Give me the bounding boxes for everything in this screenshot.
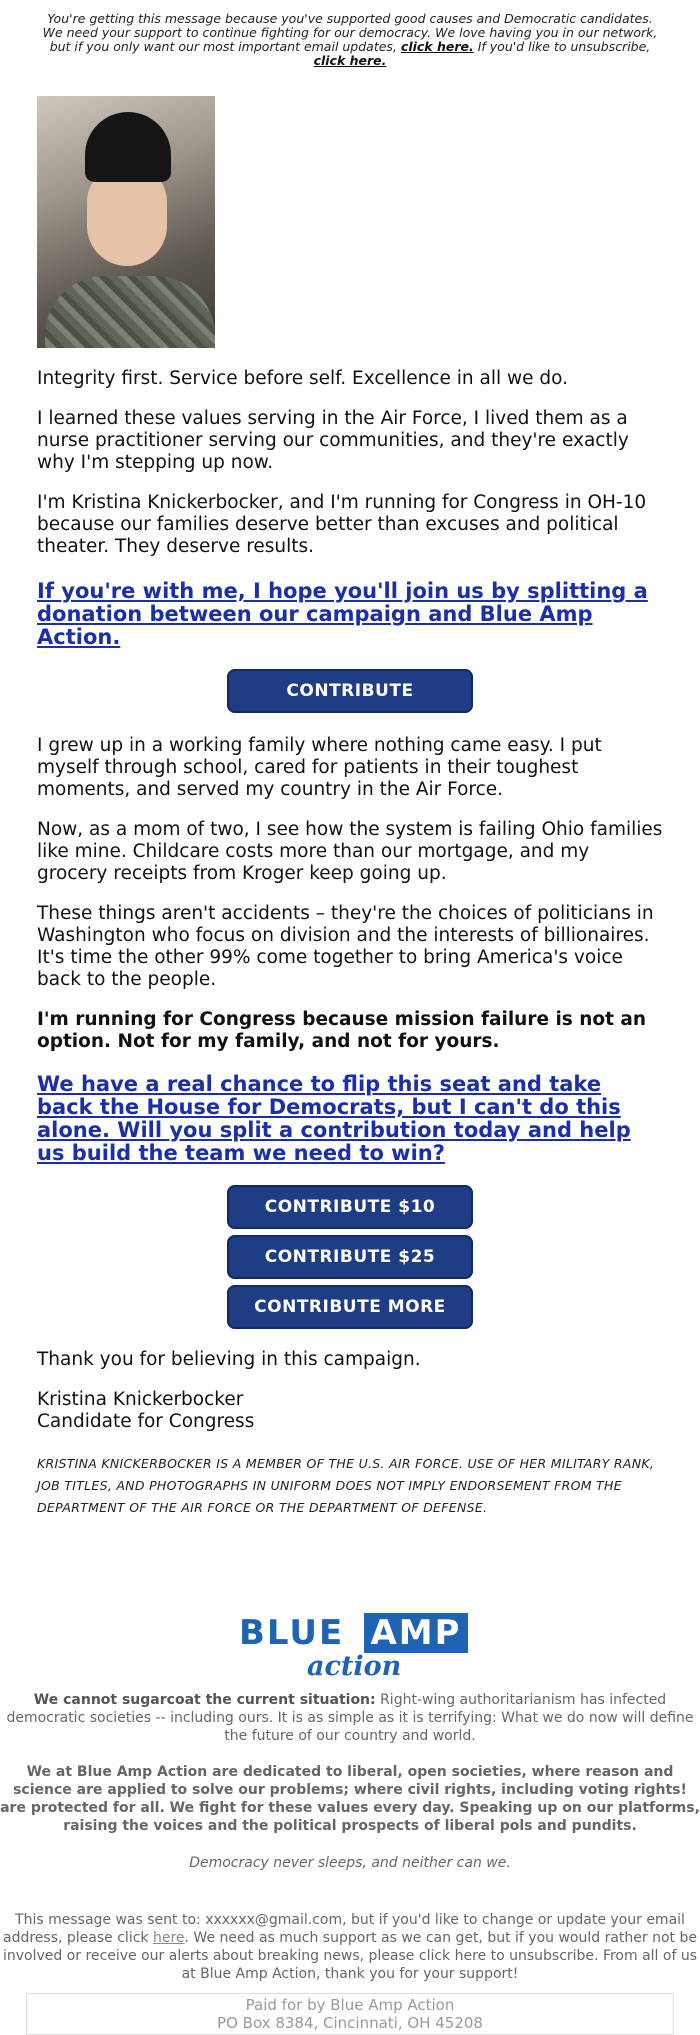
donation-link-1[interactable]: If you're with me, I hope you'll join us by splitting a donation between our campaign and Blue Amp Action. bbox=[37, 579, 648, 649]
military-disclaimer: KRISTINA KNICKERBOCKER IS A MEMBER OF THE U.S. AIR FORCE. USE OF HER MILITARY RANK, JOB TITLES, AND PHOTOGRAPHS IN UNIFORM DOES NOT IMPLY ENDORSEMENT FROM THE DEPARTMENT OF THE AIR FORCE OR THE DEPARTMENT OF DEFENSE. bbox=[37, 1456, 655, 1515]
preheader bbox=[40, 12, 660, 68]
donation-link-2[interactable]: We have a real chance to flip this seat and take back the House for Democrats, but I can't do this alone. Will you split a contribution today and help us build the team we need to win? bbox=[37, 1072, 631, 1165]
footer-sent-text-b: . We need as much support as we can get, but if you would rather not be involved or receive our alerts about breaking news, please click here to unsubscribe. From all of us at Blue Amp Action, thank you for your support! bbox=[3, 1930, 697, 1982]
footer bbox=[0, 1613, 700, 2035]
update-email-link[interactable]: here bbox=[152, 1930, 185, 1946]
footer-sent-text-a: This message was sent to: xxxxxx@gmail.com, but if you'd like to change or update your email address, please click bbox=[3, 1912, 685, 1946]
paragraph-mission: I'm running for Congress because mission failure is not an option. Not for my family, and not for yours. bbox=[37, 1009, 647, 1052]
footer-situation-bold: We cannot sugarcoat the current situation: bbox=[33, 1692, 376, 1708]
paragraph-mom: Now, as a mom of two, I see how the system is failing Ohio families like mine. Childcare costs more than our mortgage, and my grocery receipts from Kroger keep going up. bbox=[37, 819, 663, 884]
preheader-text-1: You're getting this message because you've supported good causes and Democratic candidates. We need your support to continue fighting for our democracy. We love having you in our network, but if you only want our most important email updates, bbox=[42, 11, 658, 54]
logo-blue: BLUE bbox=[239, 1613, 345, 1653]
candidate-photo bbox=[37, 96, 215, 348]
contribute-10-button[interactable]: CONTRIBUTE $10 bbox=[227, 1185, 473, 1229]
paragraph-politicians: These things aren't accidents – they're the choices of politicians in Washington who focus on division and the interests of billionaires. It's time the other 99% come together to bring America's voice back to the people. bbox=[37, 903, 654, 990]
preheader-text-2: If you'd like to unsubscribe, bbox=[477, 39, 651, 54]
contribute-button[interactable]: CONTRIBUTE bbox=[227, 669, 473, 713]
signature-title: Candidate for Congress bbox=[37, 1411, 255, 1432]
address-line: PO Box 8384, Cincinnati, OH 45208 bbox=[217, 2014, 483, 2032]
footer-paragraph-mission: We at Blue Amp Action are dedicated to liberal, open societies, where reason and science are applied to solve our problems; where civil rights, including voting rights! are protected for all. We fight for these values every day. Speaking up on our platforms, raising the voices and the political prospects of liberal pols and pundits. bbox=[0, 1764, 700, 1834]
signature bbox=[37, 1389, 663, 1433]
blue-amp-action-logo[interactable] bbox=[235, 1613, 465, 1685]
thanks-text: Thank you for believing in this campaign. bbox=[37, 1349, 421, 1370]
paid-for-box bbox=[26, 1993, 674, 2035]
paragraph-values: Integrity first. Service before self. Excellence in all we do. bbox=[37, 368, 568, 389]
contribute-25-button[interactable]: CONTRIBUTE $25 bbox=[227, 1235, 473, 1279]
unsubscribe-link[interactable]: click here. bbox=[313, 53, 387, 68]
footer-tagline: Democracy never sleeps, and neither can we. bbox=[189, 1855, 511, 1871]
contribute-more-button[interactable]: CONTRIBUTE MORE bbox=[227, 1285, 473, 1329]
signature-name: Kristina Knickerbocker bbox=[37, 1389, 244, 1410]
email-body bbox=[37, 68, 663, 1519]
paragraph-intro: I'm Kristina Knickerbocker, and I'm running for Congress in OH-10 because our families deserve better than excuses and political theater. They deserve results. bbox=[37, 492, 647, 557]
paragraph-background: I grew up in a working family where nothing came easy. I put myself through school, cared for patients in their toughest moments, and served my country in the Air Force. bbox=[37, 735, 602, 800]
logo-amp: AMP bbox=[364, 1613, 468, 1653]
paragraph-air-force: I learned these values serving in the Air Force, I lived them as a nurse practitioner serving our communities, and they're exactly why I'm stepping up now. bbox=[37, 408, 629, 473]
photo-beanie bbox=[85, 112, 171, 182]
footer-situation-text: Right-wing authoritarianism has infected democratic societies -- including ours. It is as simple as it is terrifying: What we do now will define the future of our country and world. bbox=[6, 1692, 694, 1744]
footer-paragraph-situation bbox=[0, 1691, 700, 1745]
paid-for-line: Paid for by Blue Amp Action bbox=[245, 1996, 455, 2014]
footer-sent-to bbox=[0, 1911, 700, 1983]
preferences-link[interactable]: click here. bbox=[400, 39, 474, 54]
photo-uniform bbox=[45, 276, 215, 348]
logo-action: action bbox=[307, 1651, 402, 1682]
